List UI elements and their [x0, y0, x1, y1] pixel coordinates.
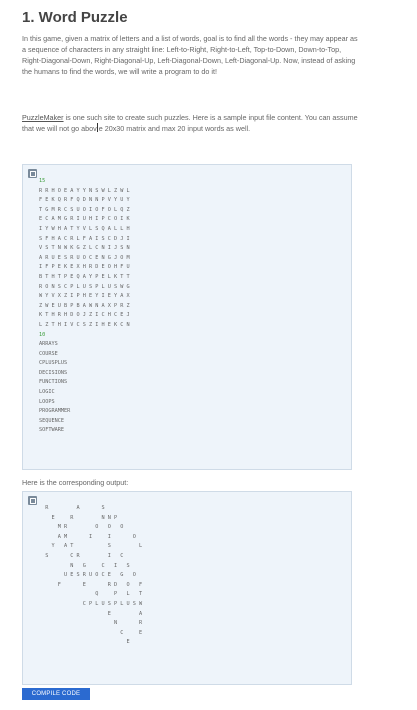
- page-title: 1. Word Puzzle: [22, 9, 128, 26]
- word-item: CPLUSPLUS: [39, 360, 68, 367]
- word-item: COURSE: [39, 350, 58, 357]
- output-row: R A S: [45, 505, 105, 511]
- output-row: E R N N P: [51, 514, 118, 521]
- output-row: S C R I C: [45, 552, 124, 559]
- grid-row: E C A M G R I U H I P C O I K: [39, 216, 130, 223]
- word-item: SEQUENCE: [39, 417, 64, 424]
- grid-row: L Z T H I V C S Z I H E K C N: [39, 321, 130, 328]
- output-row: E: [126, 639, 130, 646]
- grid-row: F E K Q R F Q D N N P V Y U Y: [39, 197, 130, 204]
- word-item: FUNCTIONS: [39, 379, 68, 386]
- compile-code-button[interactable]: COMPILE CODE: [22, 688, 90, 700]
- letter-grid: [39, 188, 130, 328]
- grid-row: I F P E K E X H R D E O H F U: [39, 264, 130, 271]
- copy-icon[interactable]: [28, 169, 37, 178]
- output-row: U E S R U O C E G O: [63, 572, 136, 579]
- grid-row: I Y W H A T Y V L S Q A L L H: [39, 225, 130, 232]
- grid-row: R O N S C P L U S P L U S W G: [39, 283, 130, 290]
- grid-row: R R H O E A Y Y N S W L Z W L: [39, 187, 130, 194]
- grid-row: W Y V X Z I P H E Y I E Y A X: [39, 293, 130, 300]
- output-row: A M I I O: [57, 533, 136, 540]
- grid-size: 15: [39, 178, 46, 184]
- word-item: LOOPS: [39, 398, 55, 405]
- output-row: M R O O O: [57, 524, 124, 531]
- puzzlemaker-link[interactable]: PuzzleMaker: [22, 113, 64, 122]
- intro-paragraph: In this game, given a matrix of letters and a list of words, goal is to find all the words - they may appear as a sequence of characters in any straight line: Left-to-Right, Right-to-Left, Top-to-Down, Down-to-Top, Right-Diagonal-Down, Right-Diagonal-Up, Left-Diagonal-Down, Left-Diagonal-Up. Now, instead of asking the humans to find the words, we will write a program to do it!: [22, 34, 358, 76]
- grid-row: S F H A C R L F A I S C D J I: [39, 235, 130, 242]
- output-row: Q P L T: [95, 591, 143, 598]
- output-row: Y A T S L: [51, 543, 143, 550]
- grid-row: V S T N W K G Z L C N I J S N: [39, 245, 130, 252]
- output-row: C E: [120, 629, 143, 636]
- output-row: N R: [113, 620, 143, 627]
- output-row: C P L U S P L U S W: [82, 600, 143, 607]
- word-item: LOGIC: [39, 389, 55, 396]
- word-item: SOFTWARE: [39, 427, 64, 434]
- word-count: 10: [39, 331, 46, 338]
- word-item: PROGRAMMER: [39, 408, 71, 415]
- grid-row: T G M R C S U O I O F O L Q Z: [39, 206, 130, 213]
- grid-row: B T H T P E Q A Y P E L K T T: [39, 273, 130, 280]
- output-caption: Here is the corresponding output:: [22, 478, 129, 487]
- word-item: ARRAYS: [39, 341, 58, 348]
- output-row: F E R D O F: [57, 581, 143, 588]
- puzzlemaker-text-b: e 20x30 matrix and max 20 input words as well.: [98, 124, 251, 133]
- puzzlemaker-paragraph: [22, 112, 362, 134]
- output-row: E A: [107, 610, 143, 617]
- word-item: DECISIONS: [39, 369, 68, 376]
- grid-row: A R U E S R U O C E N G J O M: [39, 254, 130, 261]
- copy-icon[interactable]: [28, 496, 37, 505]
- grid-row: Z W E U B P B A W N A X P R Z: [39, 302, 130, 309]
- word-list: [39, 341, 70, 433]
- sample-input-block: [22, 164, 352, 470]
- sample-output-block: [22, 491, 352, 685]
- output-row: N G C I S: [70, 562, 130, 569]
- sample-output-content: [39, 504, 142, 648]
- sample-input-content: [39, 177, 130, 436]
- grid-row: K T H R H D O J Z I C H C E J: [39, 312, 130, 319]
- puzzlemaker-text-a: is one such site to create such puzzles. Here is a sample input file content. You can assume that we will not go abov: [22, 113, 358, 133]
